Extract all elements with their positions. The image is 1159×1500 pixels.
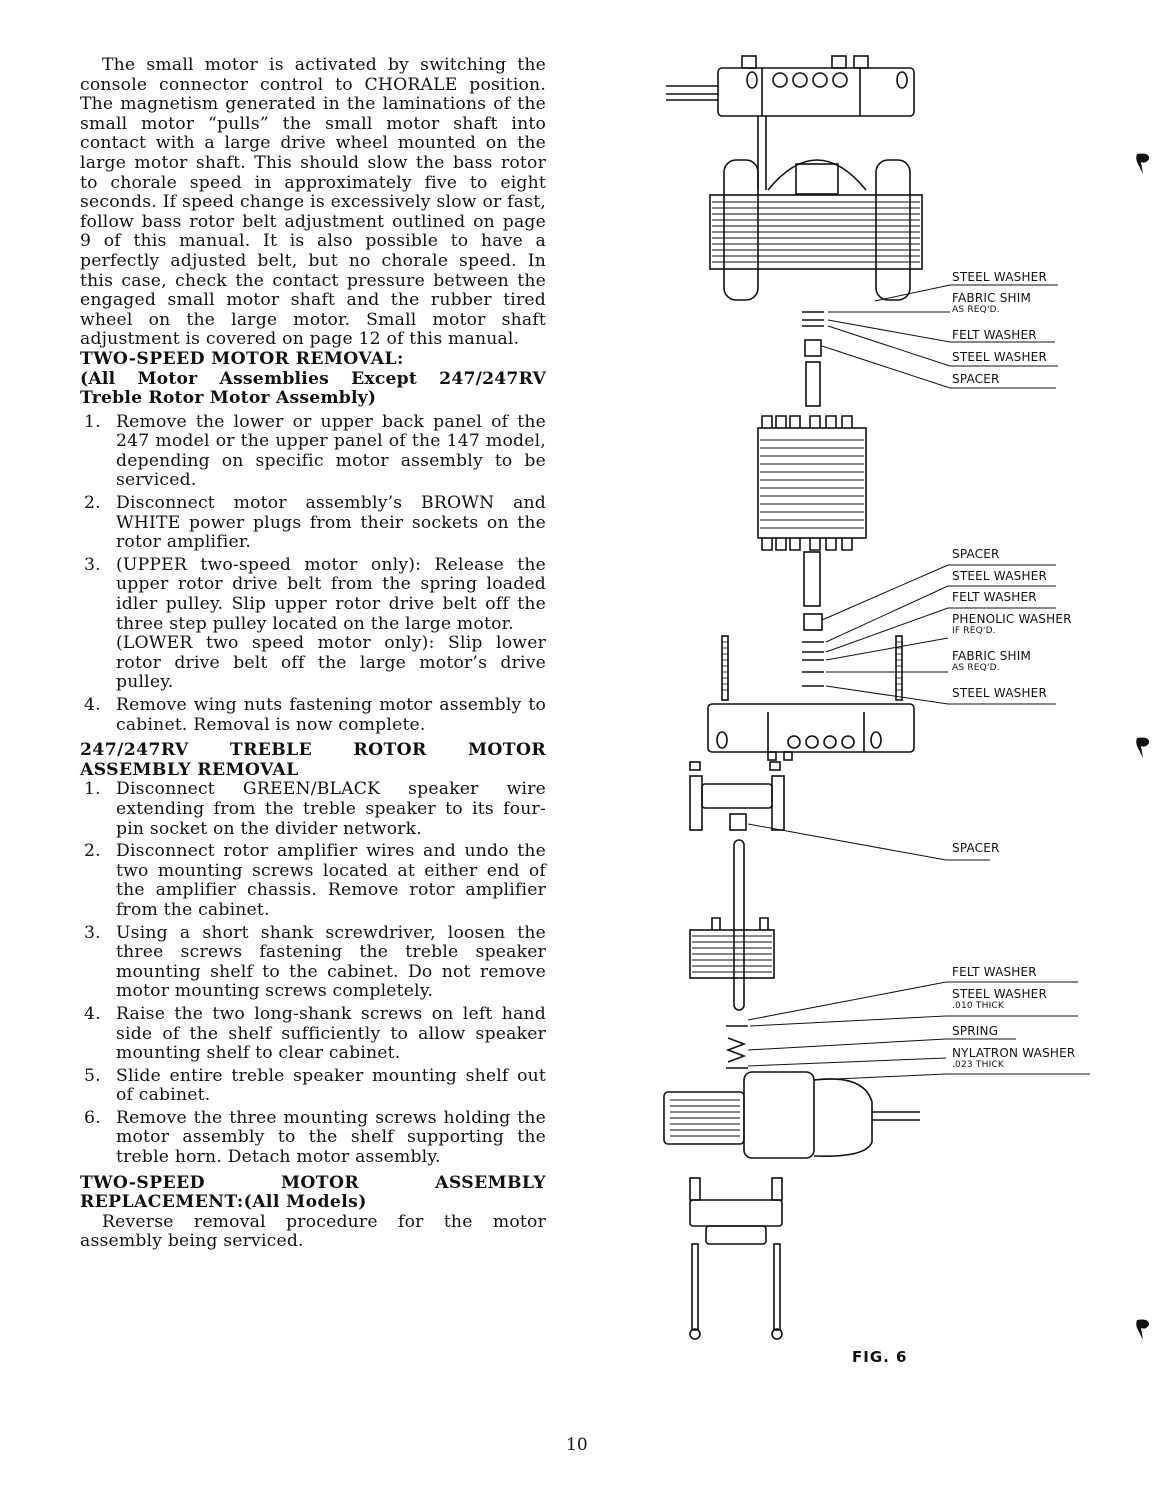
label-steel-washer: STEEL WASHER bbox=[952, 270, 1047, 284]
bottom-bracket bbox=[690, 1178, 782, 1339]
treble-removal-steps bbox=[80, 780, 546, 1167]
lower-terminal-block bbox=[708, 704, 914, 760]
label-felt-washer: FELT WASHER bbox=[952, 590, 1037, 604]
list-item bbox=[80, 413, 546, 491]
spring-washer-stack bbox=[726, 1026, 748, 1068]
margin-mark bbox=[1134, 1316, 1152, 1342]
step-text: Using a short shank screwdriver, loosen the three screws fastening the treble speaker mounting shelf to the cabinet. Do not remove motor mounting screws completely. bbox=[116, 922, 546, 1002]
treble-bracket bbox=[690, 762, 784, 830]
label-note: .010 THICK bbox=[952, 1001, 1005, 1011]
list-item bbox=[80, 780, 546, 839]
label-text: PHENOLIC WASHER bbox=[952, 612, 1072, 626]
removal-steps bbox=[80, 413, 546, 736]
label-nylatron-washer bbox=[952, 1047, 1075, 1070]
step-number: 1. bbox=[84, 411, 101, 432]
label-spacer: SPACER bbox=[952, 547, 1000, 561]
upper-washer-stack bbox=[802, 312, 824, 406]
step-number: 1. bbox=[84, 779, 101, 800]
list-item bbox=[80, 556, 546, 693]
intro-paragraph: The small motor is activated by switching the console connector control to CHORALE position. The magnetism generated in the laminations of the small motor “pulls” the small motor shaft into contact with a large drive wheel mounted on the large motor shaft. This should slow the bass rotor to chorale speed in approximately five to eight seconds. If speed change is excessively slow or fast, follow bass rotor belt adjustment outlined on page 9 of this manual. It is also possible to have a perfectly adjusted belt, but no chorale speed. In this case, check the contact pressure between the engaged small motor shaft and the rubber tired wheel on the large motor. Small motor shaft adjustment is covered on page 12 of this manual. bbox=[80, 55, 546, 350]
margin-mark bbox=[1134, 150, 1152, 176]
label-fabric-shim bbox=[952, 292, 1031, 315]
label-text: FABRIC SHIM bbox=[952, 649, 1032, 663]
list-item bbox=[80, 1005, 546, 1064]
step-number: 5. bbox=[84, 1065, 101, 1086]
step-number: 4. bbox=[84, 695, 101, 715]
label-note: AS REQ'D. bbox=[952, 305, 1000, 315]
label-steel-washer bbox=[952, 988, 1047, 1011]
step-number: 6. bbox=[84, 1107, 101, 1128]
label-steel-washer: STEEL WASHER bbox=[952, 686, 1047, 700]
label-steel-washer: STEEL WASHER bbox=[952, 350, 1047, 364]
label-text: STEEL WASHER bbox=[952, 987, 1047, 1001]
page-number: 10 bbox=[566, 1435, 588, 1455]
motor-exploded-diagram bbox=[650, 40, 1110, 1370]
step-text: Remove wing nuts fastening motor assembly to cabinet. Removal is now complete. bbox=[116, 695, 546, 735]
label-felt-washer: FELT WASHER bbox=[952, 965, 1037, 979]
label-phenolic-washer bbox=[952, 613, 1072, 636]
label-spring: SPRING bbox=[952, 1024, 999, 1038]
label-note: AS REQ'D. bbox=[952, 663, 1000, 673]
label-spacer: SPACER bbox=[952, 372, 1000, 386]
label-note: .023 THICK bbox=[952, 1060, 1005, 1070]
step-text: Slide entire treble speaker mounting shelf out of cabinet. bbox=[116, 1065, 546, 1106]
step-text: (UPPER two-speed motor only): Release the upper rotor drive belt from the spring loaded idler pulley. Slip upper rotor drive belt off the three step pulley located on the large motor. bbox=[116, 554, 546, 634]
step-text: Disconnect rotor amplifier wires and undo the two mounting screws located at either end of the amplifier chassis. Remove rotor amplifier from the cabinet. bbox=[116, 841, 546, 920]
label-note: IF REQ'D. bbox=[952, 626, 996, 636]
step-number: 3. bbox=[84, 554, 101, 575]
step-text: Disconnect GREEN/BLACK speaker wire extending from the treble speaker to its four-pin socket on the divider network. bbox=[116, 779, 546, 839]
replacement-text: Reverse removal procedure for the motor assembly being serviced. bbox=[80, 1211, 546, 1252]
label-felt-washer: FELT WASHER bbox=[952, 328, 1037, 342]
margin-mark bbox=[1134, 734, 1152, 760]
leader-lines bbox=[748, 285, 1090, 1080]
step-extra-text: (LOWER two speed motor only): Slip lower rotor drive belt off the large motor’s drive pulley. bbox=[116, 633, 546, 693]
step-number: 3. bbox=[84, 922, 101, 943]
treble-motor bbox=[690, 840, 774, 1010]
lower-washer-stack bbox=[802, 614, 824, 686]
replacement-heading: TWO-SPEED MOTOR ASSEMBLY REPLACEMENT:(All Models) bbox=[80, 1172, 546, 1213]
label-fabric-shim bbox=[952, 650, 1031, 673]
list-item bbox=[80, 1067, 546, 1106]
label-text: FABRIC SHIM bbox=[952, 291, 1032, 305]
step-text: Remove the lower or upper back panel of the 247 model or the upper panel of the 147 model, depending on specific motor assembly to be serviced. bbox=[116, 411, 546, 491]
list-item bbox=[80, 924, 546, 1002]
list-item bbox=[80, 696, 546, 735]
step-number: 2. bbox=[84, 841, 101, 862]
list-item bbox=[80, 1109, 546, 1168]
treble-removal-heading: 247/247RV TREBLE ROTOR MOTOR ASSEMBLY REMOVAL bbox=[80, 740, 546, 780]
figure-caption: FIG. 6 bbox=[852, 1348, 908, 1366]
list-item bbox=[80, 842, 546, 920]
small-motor bbox=[758, 416, 866, 606]
motor-drawing bbox=[650, 40, 1110, 1370]
label-spacer: SPACER bbox=[952, 841, 1000, 855]
step-text: Raise the two long-shank screws on left hand side of the shelf sufficiently to allow speaker mounting shelf to clear cabinet. bbox=[116, 1003, 546, 1064]
mounting-studs bbox=[722, 636, 902, 700]
large-motor bbox=[710, 160, 922, 300]
treble-motor-housing bbox=[664, 1072, 920, 1158]
label-steel-washer: STEEL WASHER bbox=[952, 569, 1047, 583]
step-text: Remove the three mounting screws holding the motor assembly to the shelf supporting the treble horn. Detach motor assembly. bbox=[116, 1107, 546, 1168]
removal-subheading: (All Motor Assemblies Except 247/247RV Treble Rotor Motor Assembly) bbox=[80, 368, 546, 409]
text-column bbox=[80, 56, 546, 1252]
removal-heading: TWO-SPEED MOTOR REMOVAL: bbox=[80, 348, 404, 369]
step-text: Disconnect motor assembly’s BROWN and WHITE power plugs from their sockets on the rotor amplifier. bbox=[116, 493, 546, 553]
label-text: NYLATRON WASHER bbox=[952, 1046, 1076, 1060]
step-number: 4. bbox=[84, 1003, 101, 1024]
step-number: 2. bbox=[84, 493, 101, 514]
list-item bbox=[80, 494, 546, 553]
